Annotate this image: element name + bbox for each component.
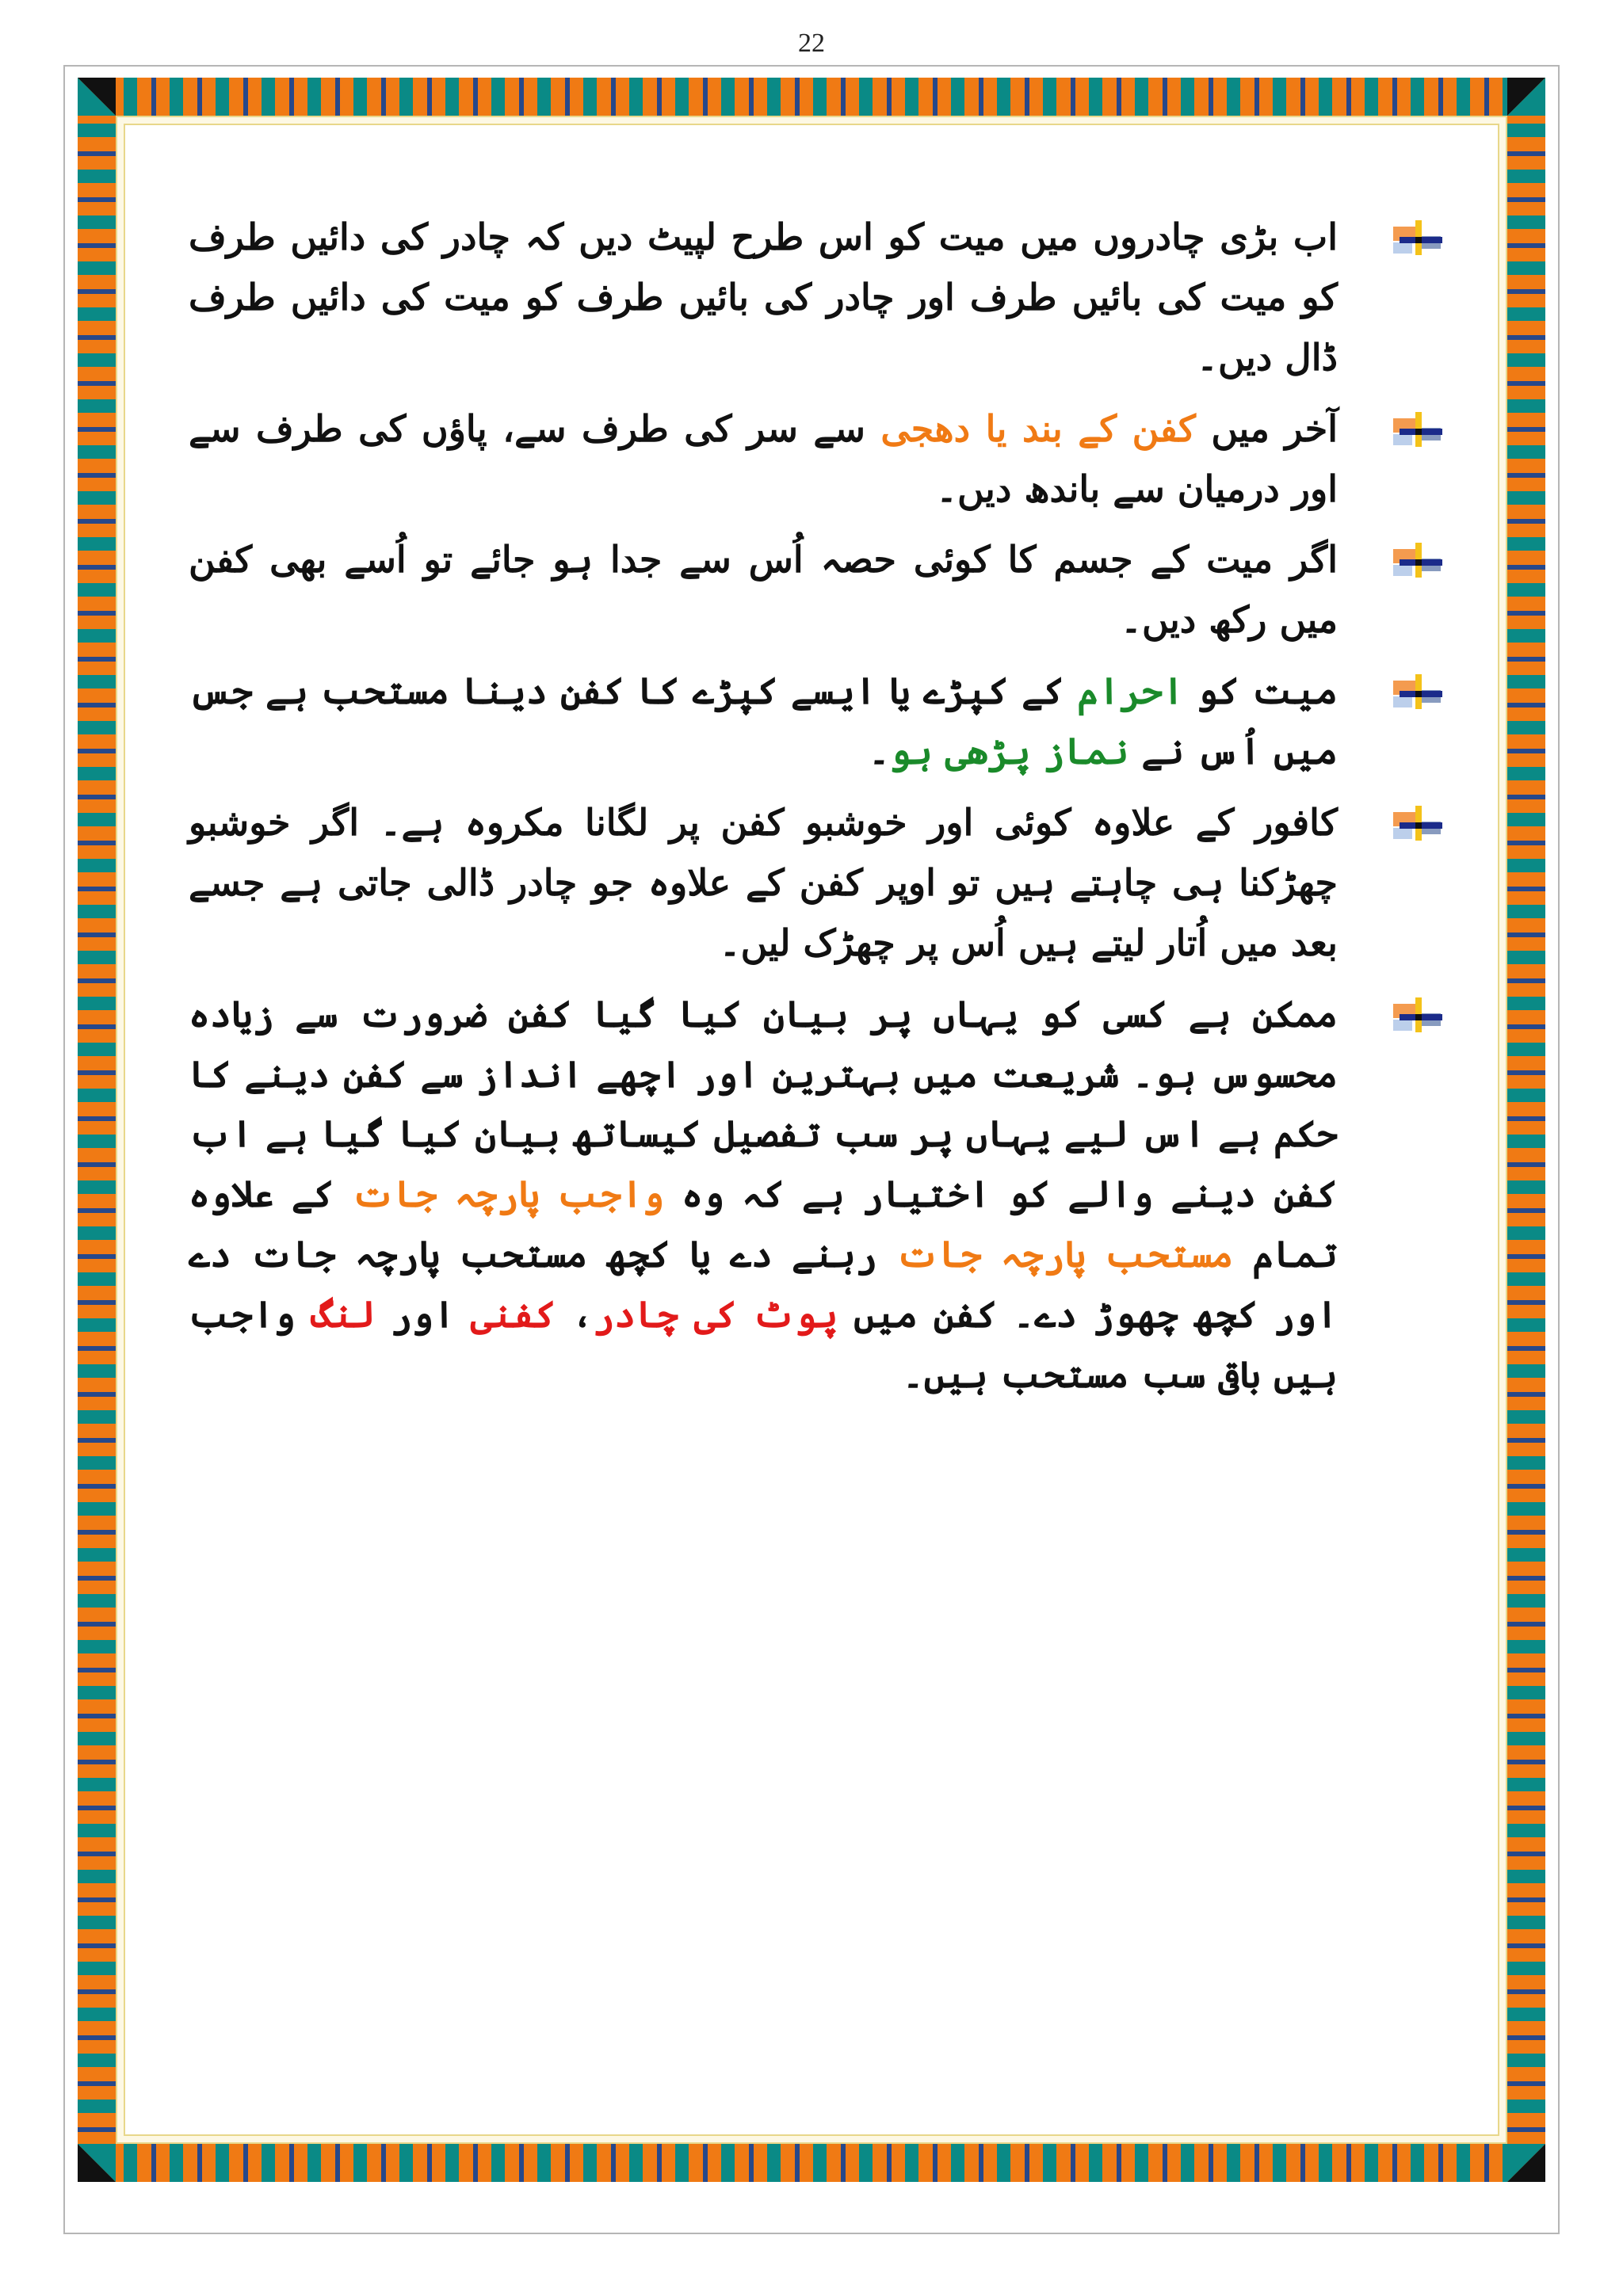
item-text: کے کپڑے یا ایسے کپڑے کا کفن دینا مستحب ہے جس میں اُس نے (189, 669, 1338, 773)
item-text: سے سر کی طرف سے، پاؤں کی طرف سے اور درمیان سے باندھ دیں۔ (189, 406, 1338, 510)
item-text: کافور کے علاوہ کوئی اور خوشبو کفن پر لگانا مکروہ ہے۔ اگر خوشبو چھڑکنا ہی چاہتے ہیں تو اوپر کفن کے علاوہ جو چادر ڈالی جاتی ہے جسے بعد میں اُتار لیتے ہیں اُس پر چھڑک لیں۔ (189, 801, 1338, 964)
highlighted-term: کفنی (470, 1293, 556, 1337)
page-number: 22 (798, 29, 825, 58)
list-item (189, 208, 1450, 388)
border-band-right (1507, 78, 1545, 2182)
pin-bullet-icon (1388, 669, 1450, 717)
item-text: اور (375, 1293, 471, 1337)
list-item (189, 662, 1450, 782)
bullet-list (189, 208, 1450, 1417)
item-text: رہنے دے یا کچھ مستحب پارچہ جات دے اور کچھ چھوڑ دے۔ کفن میں (189, 1233, 1338, 1337)
item-text: ممکن ہے کسی کو یہاں پر بیان کیا گیا کفن ضرورت سے زیادہ محسوس ہو۔ شریعت میں بہترین اور اچھے انداز سے کفن دینے کا حکم ہے اس لیے یہاں پر سب تفصیل کیساتھ بیان کیا گیا ہے اب کفن دینے والے کو اختیار ہے کہ وہ (189, 992, 1338, 1216)
pin-bullet-icon (1388, 215, 1450, 263)
list-item (189, 530, 1450, 650)
pin-bullet-icon (1388, 538, 1450, 585)
corner-ornament (78, 78, 116, 116)
border-band-bottom (78, 2144, 1545, 2182)
corner-ornament (78, 2144, 116, 2182)
item-text: ۔ (868, 730, 890, 773)
item-text: میت کو (1183, 669, 1338, 713)
list-item (189, 399, 1450, 520)
highlighted-term: نماز پڑھی ہو (889, 730, 1129, 773)
item-text: کے علاوہ تمام (189, 1173, 1338, 1276)
highlighted-term: واجب پارچہ جات (351, 1173, 665, 1216)
corner-ornament (1507, 2144, 1545, 2182)
pin-bullet-icon (1388, 993, 1450, 1040)
item-text: اب بڑی چادروں میں میت کو اس طرح لپیٹ دیں کہ چادر کی دائیں طرف کو میت کی بائیں طرف اور چادر کی بائیں طرف کو میت کی دائیں طرف ڈال دیں۔ (189, 215, 1338, 379)
highlighted-term: کفن کے بند یا دھجی (880, 406, 1196, 450)
list-item (189, 793, 1450, 974)
pin-bullet-icon (1388, 801, 1450, 849)
highlighted-term: پوٹ کی چادر (593, 1293, 838, 1337)
item-text: اگر میت کے جسم کا کوئی حصہ اُس سے جدا ہو جائے تو اُسے بھی کفن میں رکھ دیں۔ (189, 538, 1338, 642)
highlighted-term: مستحب پارچہ جات (896, 1233, 1234, 1276)
highlighted-term: احرام (1077, 669, 1184, 713)
border-band-top (78, 78, 1545, 116)
pin-bullet-icon (1388, 407, 1450, 455)
item-text: آخر میں (1195, 406, 1338, 450)
corner-ornament (1507, 78, 1545, 116)
item-text: ، (556, 1293, 594, 1337)
border-band-left (78, 78, 116, 2182)
list-item (189, 985, 1450, 1405)
item-text: واجب ہیں باقی سب مستحب ہیں۔ (189, 1293, 1338, 1397)
highlighted-term: لنگ (311, 1293, 376, 1337)
